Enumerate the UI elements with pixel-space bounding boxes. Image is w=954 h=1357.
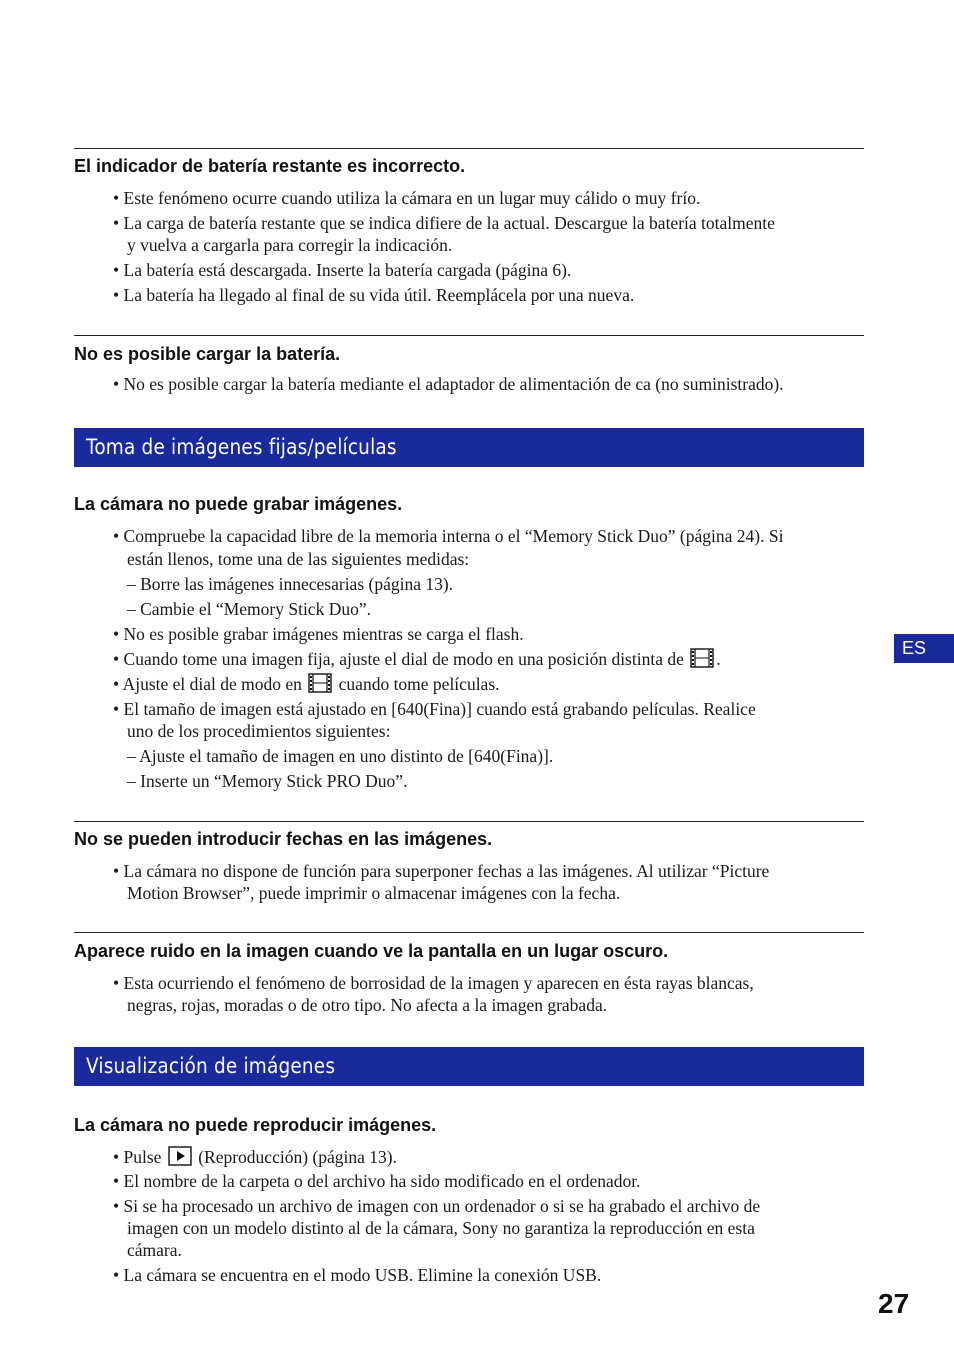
bullet: • [113,973,120,993]
list-item-continuation: Motion Browser”, puede imprimir o almacenar imágenes con la fecha. [127,883,621,903]
sub-item: – Inserte un “Memory Stick PRO Duo”. [127,771,408,791]
chapter-title-bar [74,428,864,467]
bullet: • [113,699,120,719]
list-item-text: Si se ha procesado un archivo de imagen con un ordenador o si se ha grabado el archivo de [123,1196,761,1216]
section-heading: El indicador de batería restante es incorrecto. [74,156,466,176]
play-button-icon [168,1146,192,1171]
bullet: • [113,213,120,233]
bullet: • [113,624,120,644]
list-item-text: El nombre de la carpeta o del archivo ha sido modificado en el ordenador. [123,1171,641,1191]
list-item-continuation: cámara. [127,1240,182,1260]
bullet: • [113,1147,120,1167]
list-item-text: La cámara no dispone de función para superponer fechas a las imágenes. Al utilizar “Picture [123,861,770,881]
list-item [113,623,524,645]
language-tab: ES [894,634,954,663]
list-item [113,1146,397,1171]
section-divider [74,148,864,149]
list-item [113,212,775,234]
list-item [113,259,571,281]
sub-item: – Ajuste el tamaño de imagen en uno distinto de [640(Fina)]. [127,746,554,766]
bullet: • [113,188,120,208]
section-heading: No se pueden introducir fechas en las imágenes. [74,829,493,849]
list-item-text: La batería está descargada. Inserte la batería cargada (página 6). [123,260,572,280]
bullet: • [113,674,120,694]
list-item-continuation: imagen con un modelo distinto al de la cámara, Sony no garantiza la reproducción en esta [127,1218,755,1238]
list-item-continuation: y vuelva a cargarla para corregir la indicación. [127,235,453,255]
list-item-text: El tamaño de imagen está ajustado en [640(Fina)] cuando está grabando películas. Realice [123,699,756,719]
list-item [113,525,783,547]
list-item-text-end: cuando tome películas. [338,674,500,694]
bullet: • [113,1265,120,1285]
section-divider [74,932,864,933]
sub-item: – Borre las imágenes innecesarias (página 13). [127,574,454,594]
list-item-text: La cámara se encuentra en el modo USB. Elimine la conexión USB. [123,1265,602,1285]
film-strip-icon [308,673,332,698]
list-item-text: Este fenómeno ocurre cuando utiliza la cámara en un lugar muy cálido o muy frío. [123,188,701,208]
list-item [113,648,721,673]
list-item [113,1170,641,1192]
chapter-title: Toma de imágenes fijas/películas [86,435,397,459]
bullet: • [113,526,120,546]
sub-item: – Cambie el “Memory Stick Duo”. [127,599,371,619]
list-item-continuation: están llenos, tome una de las siguientes medidas: [127,549,470,569]
bullet: • [113,649,120,669]
section-divider [74,821,864,822]
page-number: 27 [878,1288,910,1319]
list-item-text: Compruebe la capacidad libre de la memoria interna o el “Memory Stick Duo” (página 24). Si [123,526,784,546]
list-item [113,698,756,720]
list-item [113,284,634,306]
bullet: • [113,1171,120,1191]
section-divider [74,335,864,336]
list-item [113,673,500,698]
section-heading: La cámara no puede reproducir imágenes. [74,1115,437,1135]
list-item [113,373,784,395]
list-item-text: Pulse [123,1147,162,1167]
list-item-text: No es posible grabar imágenes mientras se carga el flash. [123,624,524,644]
section-heading: Aparece ruido en la imagen cuando ve la pantalla en un lugar oscuro. [74,941,669,961]
list-item-text: Ajuste el dial de modo en [122,674,302,694]
list-item [113,1264,601,1286]
section-heading: No es posible cargar la batería. [74,344,341,364]
list-item [113,860,769,882]
list-item-text-end: (Reproducción) (página 13). [198,1147,397,1167]
list-item-text: No es posible cargar la batería mediante el adaptador de alimentación de ca (no suministrado). [123,374,784,394]
list-item-text: Esta ocurriendo el fenómeno de borrosidad de la imagen y aparecen en ésta rayas blancas, [123,973,754,993]
list-item-continuation: negras, rojas, moradas o de otro tipo. No afecta a la imagen grabada. [127,995,608,1015]
bullet: • [113,285,120,305]
list-item-text: Cuando tome una imagen fija, ajuste el dial de modo en una posición distinta de [123,649,684,669]
list-item-text-end: . [716,649,721,669]
list-item [113,1195,760,1217]
list-item [113,187,700,209]
film-strip-icon [690,648,714,673]
list-item-text: La carga de batería restante que se indica difiere de la actual. Descargue la batería totalmente [123,213,775,233]
list-item [113,972,754,994]
bullet: • [113,260,120,280]
chapter-title: Visualización de imágenes [86,1054,336,1078]
list-item-continuation: uno de los procedimientos siguientes: [127,721,391,741]
bullet: • [113,374,120,394]
bullet: • [113,1196,120,1216]
section-heading: La cámara no puede grabar imágenes. [74,494,403,514]
chapter-title-bar [74,1047,864,1086]
list-item-text: La batería ha llegado al final de su vida útil. Reemplácela por una nueva. [123,285,635,305]
bullet: • [113,861,120,881]
